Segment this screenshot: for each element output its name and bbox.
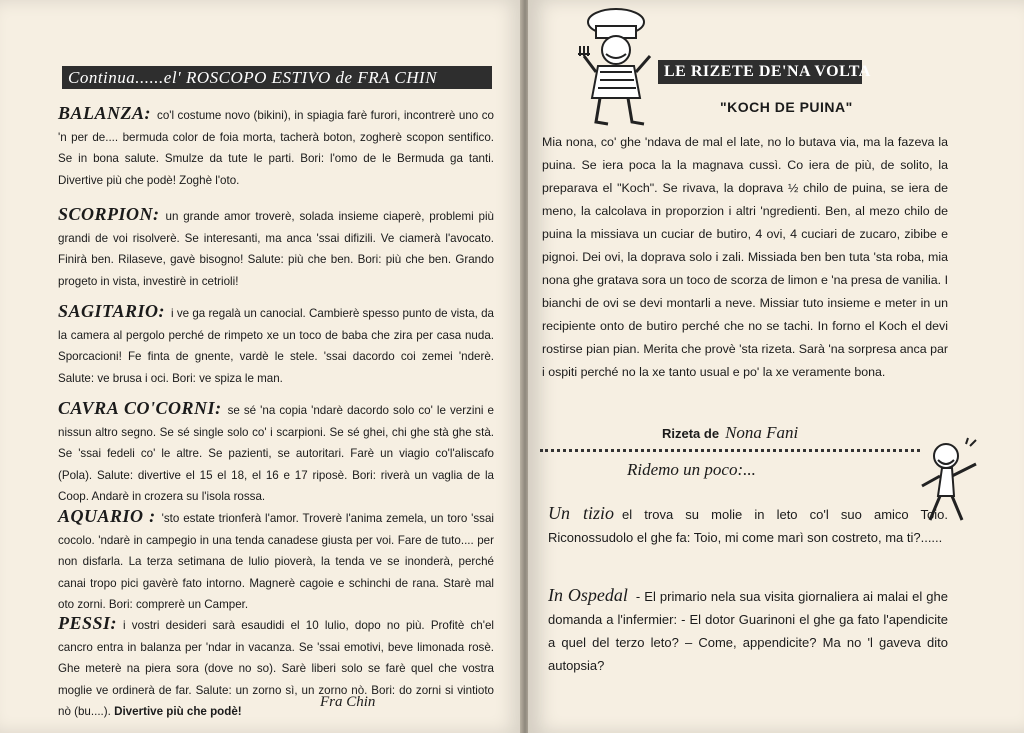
- horoscope-header: Continua......el' ROSCOPO ESTIVO de FRA CHIN: [62, 66, 492, 89]
- byline-prefix: Rizeta de: [662, 426, 720, 441]
- chef-illustration-icon: [570, 6, 666, 132]
- sign-sagitario: [58, 301, 494, 389]
- sign-aquario: [58, 506, 494, 616]
- sign-text: co'l costume novo (bikini), in spiagia farè furori, incontrerè uno co 'n per de.... bermuda color de foia morta, tacherà boton, zogherè scopon sentifico. Se in bona salute. Smulze da tute le parti. Bori: l'omo de le Bermuda ga tanti. Divertive più che podè! Zoghè l'oto.: [58, 109, 494, 187]
- sign-text: i ve ga regalà un canocial. Cambierè spesso punto de vista, da la camera al pergolo perché de rimpeto xe un toco de baba che zira per casa nuda. Sporcacioni! Fe finta de gnente, vardè le stele. 'ssai dacordo coi zemei 'nderè. Salute: ve brusa i oci. Bori: ve spiza le man.: [58, 307, 494, 385]
- recipe-title: "KOCH DE PUINA": [720, 99, 853, 115]
- recipe-text: Mia nona, co' ghe 'ndava de mal el late, no lo butava via, ma la fazeva la puina. Se iera poca la la magnava cussì. Co iera de più, de solito, la preparava el "Koch". Se rivava, la doprava ½ chilo de puina, se iera de meno, la calcolava in proporzion i altri 'ngredienti. Ben, al mezo chilo de puina la missiava un cuciar de butiro, 4 ovi, 4 cuciari de zucaro, zibibe e pignoi. Dei ovi, la doprava solo i zali. Missiada ben ben tuta 'sta roba, mia nona ghe gratava sora un toco de scorza de limon e 'na presa de vanilia. I bianchi de ovi se devi montarli a neve. Missiar tuto insieme e meter in un recipiente onto de butiro perché che no se tachi. In forno el Koch el devi rostirse pian pian. Merita che provè 'sta rizeta. Sarà 'na sorpresa anca par i ospiti perché no la xe tanto usual e po' la xe veramente bona.: [542, 135, 949, 379]
- sign-closing: Divertive più che podè!: [114, 705, 242, 718]
- sign-name: SAGITARIO:: [58, 301, 166, 321]
- recipes-header: LE RIZETE DE'NA VOLTA: [658, 60, 862, 84]
- joke-lead: In Ospedal: [548, 585, 628, 605]
- joke-text: el trova su molie in leto co'l suo amico Toio. Riconossudolo el ghe fa: Toio, mi come marì son costreto, ma ti?......: [548, 507, 948, 545]
- sign-cavra-co-corni: [58, 398, 494, 508]
- sign-scorpion: [58, 204, 494, 292]
- sign-text: i vostri desideri sarà esaudidi el 10 lulio, dopo no più. Profitè ch'el cancro entra in balanza per 'ndar in vacanza. Se 'ssai emotivi, beve limonada rosè. Ghe meterè na piera sora (dove no so). Sarè liberi solo se farè quel che vostra moglie ve ordinerà de far. Salute: un zorno sì, un zorno nò. Bori: do zorni si vintioto nò (bu....).: [58, 619, 494, 718]
- sign-pessi: [58, 613, 494, 723]
- sign-name: SCORPION:: [58, 204, 160, 224]
- sign-name: BALANZA:: [58, 103, 152, 123]
- byline-name: Nona Fani: [725, 423, 799, 442]
- sign-text: un grande amor troverè, solada insieme ciaperè, problemi più grandi de voi risolverè. Se interesanti, ma anca 'ssai difizili. Ve ciamerà l'avocato. Finirà ben. Rilaseve, gavè bisogno! Salute: più che ben. Bori: più che ben. Grando progeto in vista, investirè in cetrioli!: [58, 210, 494, 288]
- recipe-byline: [662, 423, 798, 443]
- joke-1: [548, 502, 948, 549]
- sign-name: PESSI:: [58, 613, 118, 633]
- sign-name: CAVRA CO'CORNI:: [58, 398, 222, 418]
- signature: Fra Chin: [320, 694, 376, 710]
- sign-text: 'sto estate trionferà l'amor. Troverè l'anima zemela, un toro 'ssai cocolo. 'ndarè in campegio in una tenda canadese giusta per voi. Fare de tuto.... per non disfarla. La terza setimana de lulio pioverà, la tenda ve se inonderà, perché canai tropo pici gavèrè fato intorno. Magnerè cagoie e schinchi de rana. Starè mal oto zorni. Bori: comprerè un Camper.: [58, 512, 495, 611]
- joke-lead: Un tizio: [548, 503, 615, 523]
- sign-balanza: [58, 103, 494, 191]
- sign-text: se sé 'na copia 'ndarè dacordo solo co' le verzini e nissun altro segno. Se sé single solo co' i scarpioni. Se sé ghei, chi ghe stà ghe stà. Se 'ssai fedeli co' le altre. Se pazienti, se autoritari. Farè un viagio co'l'aliscafo (Pola). Salute: divertive el 15 el 18, el 16 e 17 riposè. Bori: riverà un vaglia de la Coop. Andarè in crozera su l'isola rossa.: [58, 404, 494, 503]
- joke-text: - El primario nela sua visita giornaliera ai malai el ghe domanda a l'infermier: - El dotor Guarinoni el ghe ga fato l'apendicite a quel del terzo leto? – Come, appendicite? Ma no 'l gaveva dito autopsia?: [548, 589, 948, 673]
- dotted-divider: [540, 449, 920, 452]
- jokes-heading: Ridemo un poco:...: [627, 460, 756, 479]
- joke-2: [548, 584, 948, 677]
- sign-name: AQUARIO :: [58, 506, 156, 526]
